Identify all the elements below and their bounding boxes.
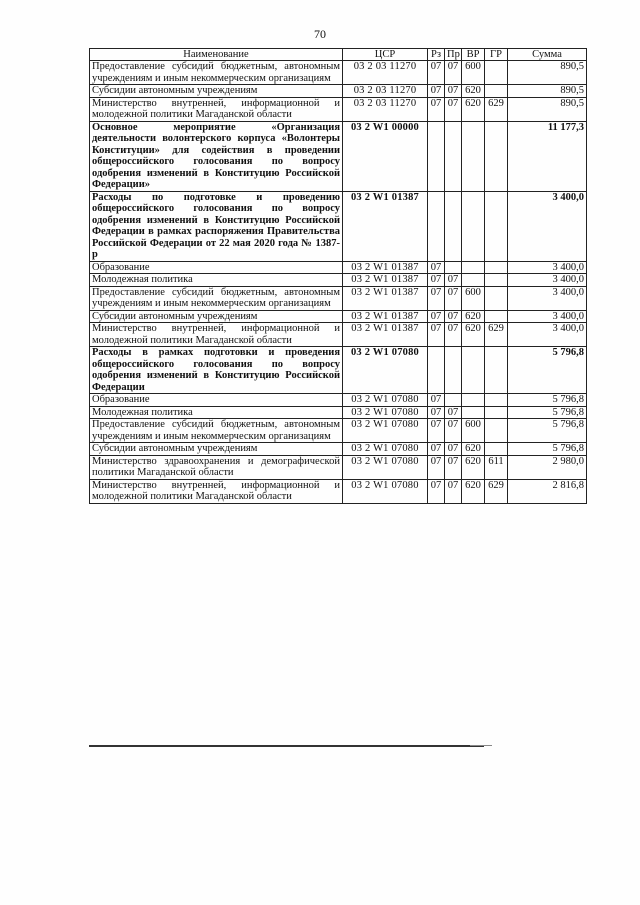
- header-csr: ЦСР: [343, 49, 428, 61]
- row-name: Министерство внутренней, информационной и молодежной политики Магаданской области: [90, 97, 343, 121]
- row-csr: 03 2 W1 07080: [343, 455, 428, 479]
- row-rz: 07: [428, 61, 445, 85]
- row-sum: 890,5: [508, 61, 587, 85]
- row-sum: 11 177,3: [508, 121, 587, 191]
- row-pr: 07: [445, 61, 462, 85]
- row-name: Молодежная политика: [90, 406, 343, 419]
- table-row: [90, 394, 587, 407]
- table-row: [90, 323, 587, 347]
- row-sum: 3 400,0: [508, 286, 587, 310]
- row-pr: [445, 347, 462, 394]
- row-name: Основное мероприятие «Организация деятельности волонтерского корпуса «Волонтеры Конституции» для содействия в проведении общероссийского голосования по вопросу одобрения изменений в Конституцию Российской Федерации»: [90, 121, 343, 191]
- row-rz: 07: [428, 97, 445, 121]
- row-gr: 629: [485, 479, 508, 503]
- row-gr: 611: [485, 455, 508, 479]
- row-gr: [485, 61, 508, 85]
- header-row: [90, 49, 587, 61]
- row-csr: 03 2 W1 01387: [343, 286, 428, 310]
- row-gr: [485, 394, 508, 407]
- table-row: [90, 310, 587, 323]
- row-vr: 620: [462, 85, 485, 98]
- row-sum: 3 400,0: [508, 310, 587, 323]
- row-vr: 600: [462, 419, 485, 443]
- table-row: [90, 479, 587, 503]
- table-row: [90, 191, 587, 261]
- row-name: Предоставление субсидий бюджетным, автономным учреждениям и иным некоммерческим организациям: [90, 61, 343, 85]
- table-row: [90, 347, 587, 394]
- row-pr: [445, 394, 462, 407]
- table-row: [90, 419, 587, 443]
- row-csr: 03 2 W1 01387: [343, 191, 428, 261]
- row-csr: 03 2 03 11270: [343, 61, 428, 85]
- row-name: Субсидии автономным учреждениям: [90, 443, 343, 456]
- row-gr: [485, 274, 508, 287]
- row-csr: 03 2 W1 01387: [343, 261, 428, 274]
- row-pr: 07: [445, 97, 462, 121]
- row-sum: 3 400,0: [508, 274, 587, 287]
- row-name: Расходы по подготовке и проведению общероссийского голосования по вопросу одобрения изменений в Конституцию Российской Федерации в рамках распоряжения Правительства Российской Федерации от 22 мая 2020 года № 1387-р: [90, 191, 343, 261]
- row-name: Молодежная политика: [90, 274, 343, 287]
- row-vr: 600: [462, 61, 485, 85]
- row-rz: 07: [428, 406, 445, 419]
- row-csr: 03 2 03 11270: [343, 97, 428, 121]
- table-row: [90, 61, 587, 85]
- row-pr: [445, 261, 462, 274]
- row-gr: [485, 419, 508, 443]
- row-pr: 07: [445, 323, 462, 347]
- header-vr: ВР: [462, 49, 485, 61]
- table-row: [90, 406, 587, 419]
- table-row: [90, 274, 587, 287]
- row-sum: 5 796,8: [508, 443, 587, 456]
- header-name: Наименование: [90, 49, 343, 61]
- row-name: Субсидии автономным учреждениям: [90, 310, 343, 323]
- row-name: Образование: [90, 394, 343, 407]
- footer-divider-dash: [470, 745, 492, 746]
- row-csr: 03 2 W1 00000: [343, 121, 428, 191]
- row-sum: 3 400,0: [508, 191, 587, 261]
- row-rz: [428, 191, 445, 261]
- row-pr: 07: [445, 479, 462, 503]
- row-sum: 5 796,8: [508, 347, 587, 394]
- row-vr: [462, 406, 485, 419]
- row-name: Предоставление субсидий бюджетным, автономным учреждениям и иным некоммерческим организациям: [90, 419, 343, 443]
- row-gr: [485, 85, 508, 98]
- row-rz: [428, 121, 445, 191]
- row-rz: 07: [428, 443, 445, 456]
- row-vr: [462, 394, 485, 407]
- row-pr: 07: [445, 286, 462, 310]
- row-gr: [485, 191, 508, 261]
- row-sum: 5 796,8: [508, 419, 587, 443]
- row-rz: 07: [428, 394, 445, 407]
- row-gr: [485, 443, 508, 456]
- footer-divider: [89, 745, 484, 747]
- row-vr: 620: [462, 97, 485, 121]
- row-csr: 03 2 03 11270: [343, 85, 428, 98]
- row-csr: 03 2 W1 07080: [343, 479, 428, 503]
- row-sum: 3 400,0: [508, 261, 587, 274]
- row-rz: 07: [428, 85, 445, 98]
- row-csr: 03 2 W1 01387: [343, 323, 428, 347]
- row-vr: [462, 261, 485, 274]
- row-csr: 03 2 W1 01387: [343, 274, 428, 287]
- table-row: [90, 455, 587, 479]
- row-sum: 5 796,8: [508, 394, 587, 407]
- row-sum: 3 400,0: [508, 323, 587, 347]
- header-pr: Пр: [445, 49, 462, 61]
- row-gr: [485, 261, 508, 274]
- row-gr: [485, 286, 508, 310]
- row-pr: 07: [445, 419, 462, 443]
- row-pr: [445, 191, 462, 261]
- row-pr: 07: [445, 274, 462, 287]
- row-csr: 03 2 W1 07080: [343, 419, 428, 443]
- table-row: [90, 121, 587, 191]
- row-pr: 07: [445, 443, 462, 456]
- header-sum: Сумма: [508, 49, 587, 61]
- row-csr: 03 2 W1 07080: [343, 347, 428, 394]
- row-vr: 620: [462, 455, 485, 479]
- table-row: [90, 443, 587, 456]
- row-sum: 2 980,0: [508, 455, 587, 479]
- row-csr: 03 2 W1 07080: [343, 394, 428, 407]
- header-rz: Рз: [428, 49, 445, 61]
- row-gr: [485, 406, 508, 419]
- row-vr: 620: [462, 323, 485, 347]
- row-csr: 03 2 W1 01387: [343, 310, 428, 323]
- table-row: [90, 97, 587, 121]
- row-gr: [485, 310, 508, 323]
- row-rz: 07: [428, 419, 445, 443]
- row-name: Расходы в рамках подготовки и проведения общероссийского голосования по вопросу одобрения изменений в Конституцию Российской Федерации: [90, 347, 343, 394]
- row-sum: 890,5: [508, 97, 587, 121]
- row-pr: 07: [445, 406, 462, 419]
- row-rz: 07: [428, 479, 445, 503]
- row-rz: 07: [428, 323, 445, 347]
- row-gr: [485, 121, 508, 191]
- table-row: [90, 85, 587, 98]
- table-row: [90, 286, 587, 310]
- row-name: Министерство внутренней, информационной и молодежной политики Магаданской области: [90, 323, 343, 347]
- table-row: [90, 261, 587, 274]
- row-vr: 620: [462, 443, 485, 456]
- row-sum: 2 816,8: [508, 479, 587, 503]
- row-vr: 620: [462, 310, 485, 323]
- row-csr: 03 2 W1 07080: [343, 443, 428, 456]
- row-name: Министерство внутренней, информационной и молодежной политики Магаданской области: [90, 479, 343, 503]
- row-gr: 629: [485, 323, 508, 347]
- row-sum: 890,5: [508, 85, 587, 98]
- row-pr: 07: [445, 310, 462, 323]
- budget-table: [89, 48, 587, 504]
- row-gr: [485, 347, 508, 394]
- row-rz: [428, 347, 445, 394]
- row-name: Субсидии автономным учреждениям: [90, 85, 343, 98]
- row-rz: 07: [428, 310, 445, 323]
- row-vr: [462, 274, 485, 287]
- row-rz: 07: [428, 286, 445, 310]
- row-rz: 07: [428, 261, 445, 274]
- row-gr: 629: [485, 97, 508, 121]
- row-pr: [445, 121, 462, 191]
- row-vr: 600: [462, 286, 485, 310]
- row-rz: 07: [428, 455, 445, 479]
- header-gr: ГР: [485, 49, 508, 61]
- row-vr: 620: [462, 479, 485, 503]
- row-name: Предоставление субсидий бюджетным, автономным учреждениям и иным некоммерческим организациям: [90, 286, 343, 310]
- row-rz: 07: [428, 274, 445, 287]
- page-number: 70: [314, 27, 326, 41]
- row-sum: 5 796,8: [508, 406, 587, 419]
- row-pr: 07: [445, 85, 462, 98]
- row-vr: [462, 121, 485, 191]
- row-name: Образование: [90, 261, 343, 274]
- row-vr: [462, 347, 485, 394]
- row-pr: 07: [445, 455, 462, 479]
- row-csr: 03 2 W1 07080: [343, 406, 428, 419]
- row-vr: [462, 191, 485, 261]
- row-name: Министерство здравоохранения и демографической политики Магаданской области: [90, 455, 343, 479]
